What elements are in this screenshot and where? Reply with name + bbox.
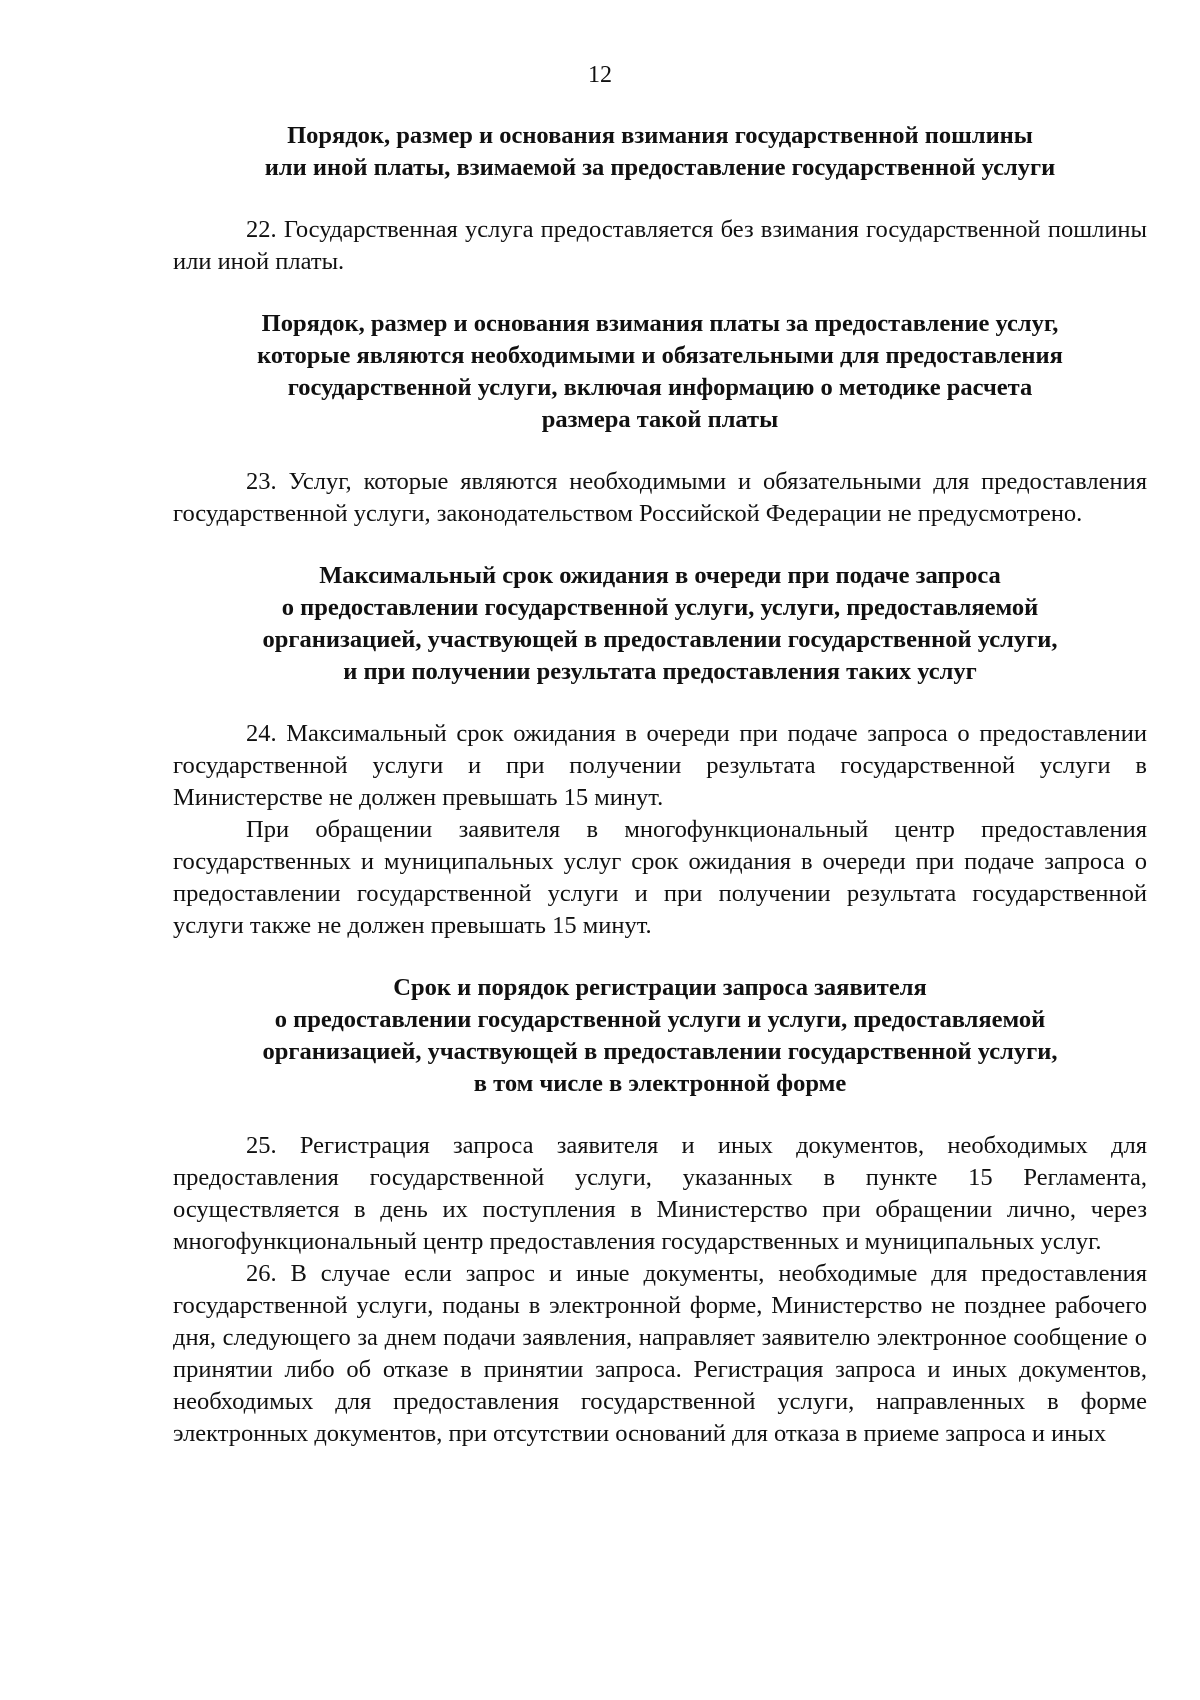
section-heading bbox=[173, 120, 1147, 184]
heading-line: которые являются необходимыми и обязательными для предоставления bbox=[257, 342, 1063, 369]
paragraph: 23. Услуг, которые являются необходимыми и обязательными для предоставления государственной услуги, законодательством Российской Федерации не предусмотрено. bbox=[173, 468, 1147, 527]
heading-line: о предоставлении государственной услуги и услуги, предоставляемой bbox=[274, 1006, 1046, 1033]
heading-line: в том числе в электронной форме bbox=[473, 1070, 847, 1097]
heading-line: или иной платы, взимаемой за предоставление государственной услуги bbox=[264, 154, 1056, 181]
heading-line: государственной услуги, включая информацию о методике расчета bbox=[287, 374, 1033, 401]
heading-line: о предоставлении государственной услуги, услуги, предоставляемой bbox=[281, 594, 1039, 621]
paragraph: 25. Регистрация запроса заявителя и иных документов, необходимых для предоставления государственной услуги, указанных в пункте 15 Регламента, осуществляется в день их поступления в Министерство при обращении лично, через многофункциональный центр предоставления государственных и муниципальных услуг. bbox=[173, 1132, 1147, 1255]
paragraph: 22. Государственная услуга предоставляется без взимания государственной пошлины или иной платы. bbox=[173, 216, 1147, 275]
page-number: 12 bbox=[588, 62, 612, 88]
heading-line: Срок и порядок регистрации запроса заявителя bbox=[393, 974, 927, 1001]
heading-line: Максимальный срок ожидания в очереди при подаче запроса bbox=[319, 562, 1001, 589]
paragraph: 24. Максимальный срок ожидания в очереди при подаче запроса о предоставлении государственной услуги и при получении результата государственной услуги в Министерстве не должен превышать 15 минут. bbox=[173, 720, 1147, 811]
section-heading bbox=[173, 560, 1147, 688]
document-body bbox=[173, 120, 1147, 1450]
section-heading bbox=[173, 308, 1147, 436]
paragraph: 26. В случае если запрос и иные документы, необходимые для предоставления государственной услуги, поданы в электронной форме, Министерство не позднее рабочего дня, следующего за днем подачи заявления, направляет заявителю электронное сообщение о принятии либо об отказе в принятии запроса. Регистрация запроса и иных документов, необходимых для предоставления государственной услуги, направленных в форме электронных документов, при отсутствии оснований для отказа в приеме запроса и иных bbox=[173, 1260, 1147, 1447]
section-heading bbox=[173, 972, 1147, 1100]
heading-line: размера такой платы bbox=[541, 406, 779, 433]
heading-line: Порядок, размер и основания взимания государственной пошлины bbox=[287, 122, 1033, 149]
heading-line: и при получении результата предоставления таких услуг bbox=[343, 658, 977, 685]
heading-line: организацией, участвующей в предоставлении государственной услуги, bbox=[262, 1038, 1058, 1065]
heading-line: организацией, участвующей в предоставлении государственной услуги, bbox=[262, 626, 1058, 653]
heading-line: Порядок, размер и основания взимания платы за предоставление услуг, bbox=[261, 310, 1059, 337]
paragraph: При обращении заявителя в многофункциональный центр предоставления государственных и муниципальных услуг срок ожидания в очереди при подаче запроса о предоставлении государственной услуги и при получении результата государственной услуги также не должен превышать 15 минут. bbox=[173, 816, 1147, 939]
